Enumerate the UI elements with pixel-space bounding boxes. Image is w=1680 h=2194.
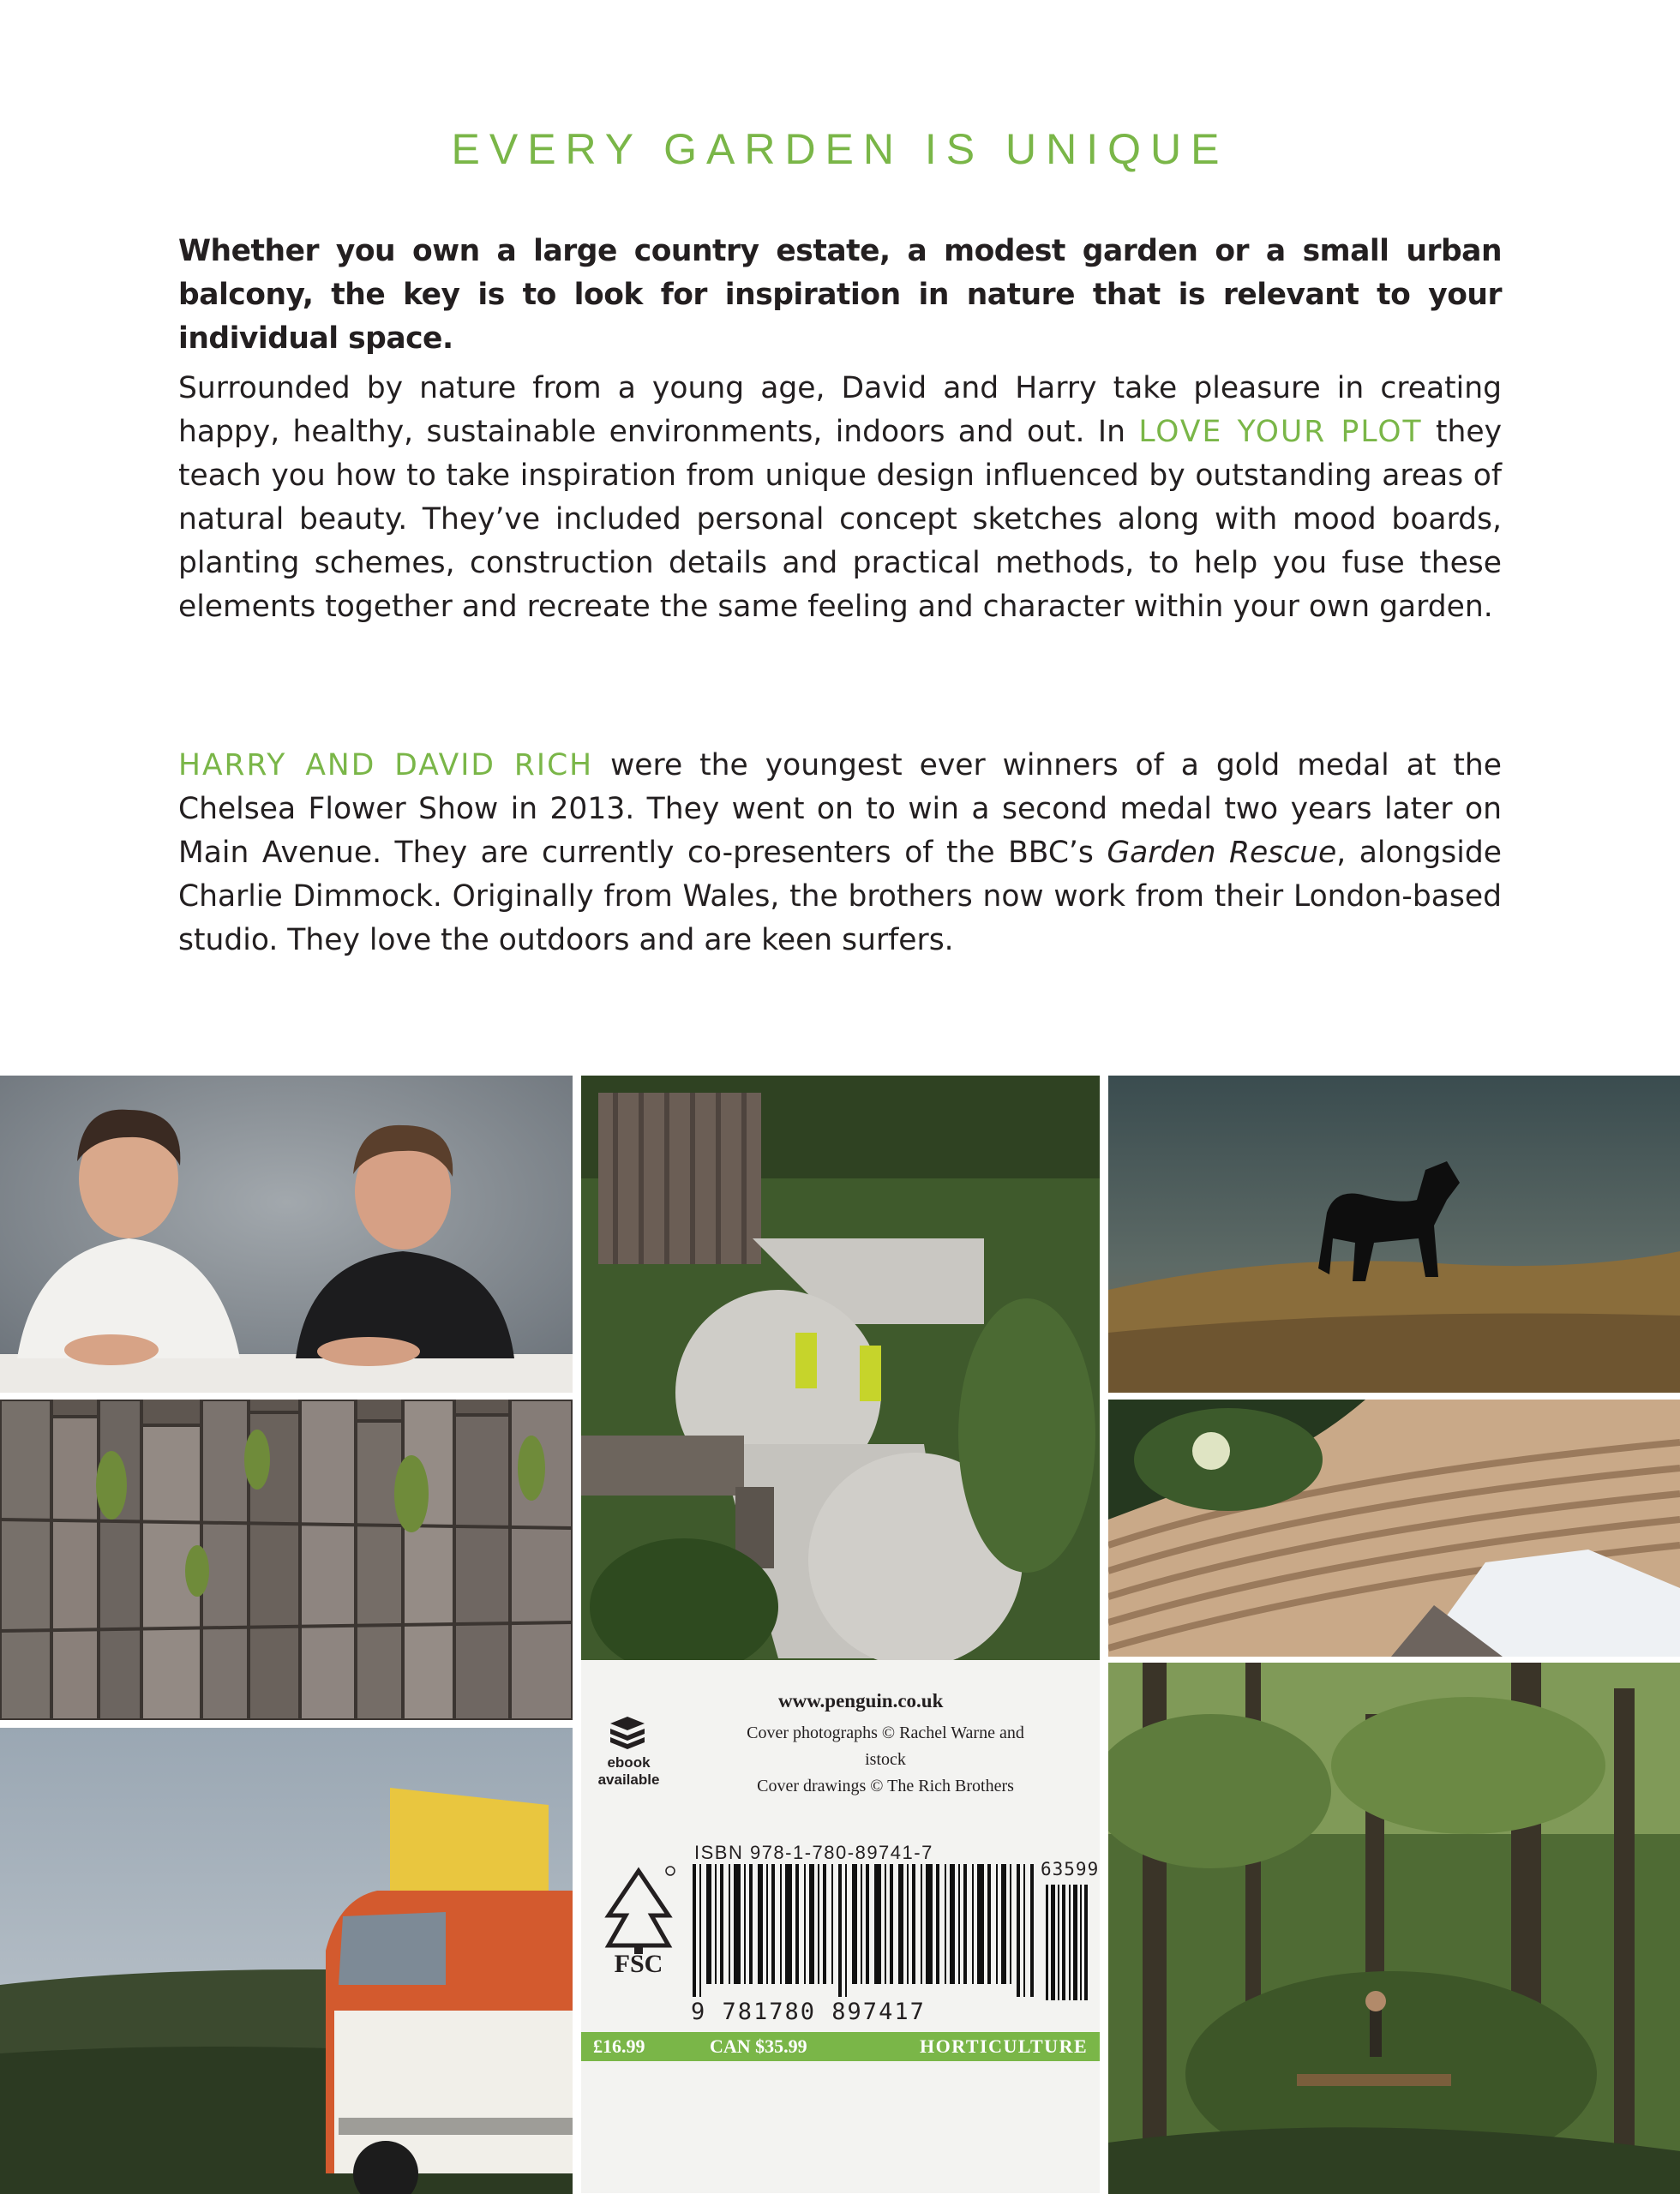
woodland-photo [1108, 1663, 1680, 2194]
price-can: CAN $35.99 [710, 2035, 807, 2057]
bio-paragraph [178, 744, 1502, 962]
aerial-garden-photo [581, 1076, 1100, 1660]
description-paragraph [178, 367, 1502, 629]
ebook-label-line2: available [597, 1771, 660, 1788]
brothers-portrait-photo [0, 1076, 573, 1393]
bio-text-2: , alongside Charlie Dimmock. Originally from Wales, the brothers now work from their London-based studio. They love the outdoors and are keen surfers. [178, 836, 1502, 957]
book-title: LOVE YOUR PLOT [1138, 415, 1423, 449]
cover-info-panel [581, 1660, 1100, 2193]
headline: EVERY GARDEN IS UNIQUE [451, 125, 1229, 173]
credits [744, 1720, 1027, 1800]
barcode-digits: 9 781780 897417 [691, 1999, 926, 2025]
category-label: HORTICULTURE [920, 2035, 1089, 2057]
ebook-label [597, 1754, 661, 1789]
fsc-logo [600, 1864, 677, 1980]
barcode [693, 1864, 1035, 1997]
drawing-credit: Cover drawings © The Rich Brothers [757, 1777, 1014, 1795]
show-title: Garden Rescue [1107, 836, 1337, 870]
price-code-digits: 63599 [1041, 1859, 1100, 1879]
dog-on-hillside-photo [1108, 1076, 1680, 1393]
description-text-2: they teach you how to take inspiration from unique design influenced by outstanding areas of natural beauty. They’ve included personal concept sketches along with mood boards, planting schemes, construction details and practical methods, to help you fuse these elements together and recreate the same feeling and character within your own garden. [178, 415, 1502, 624]
ebook-icon [607, 1711, 648, 1749]
ebook-label-line1: ebook [607, 1754, 651, 1771]
campervan-photo [0, 1728, 573, 2194]
author-names: HARRY AND DAVID RICH [178, 748, 594, 782]
stone-wall-photo [0, 1400, 573, 1720]
bio-text-1: were the youngest ever winners of a gold medal at the Chelsea Flower Show in 2013. They went on to win a second medal two years later on Main Avenue. They are currently co-presenters of the BBC’s [178, 748, 1502, 870]
photo-credit: Cover photographs © Rachel Warne and istock [747, 1723, 1024, 1769]
publisher-url[interactable]: www.penguin.co.uk [778, 1690, 944, 1711]
isbn: ISBN 978-1-780-89741-7 [694, 1842, 933, 1863]
intro-paragraph: Whether you own a large country estate, a modest garden or a small urban balcony, the key is to look for inspiration in nature that is relevant to your individual space. [178, 234, 1502, 356]
price-bar [581, 2032, 1100, 2061]
fsc-label: FSC [614, 1950, 663, 1978]
price-code-barcode [1046, 1885, 1090, 2000]
curved-bench-photo [1108, 1400, 1680, 1657]
price-gbp: £16.99 [593, 2035, 645, 2057]
description-text-1: Surrounded by nature from a young age, David and Harry take pleasure in creating happy, healthy, sustainable environments, indoors and out. In [178, 371, 1502, 449]
